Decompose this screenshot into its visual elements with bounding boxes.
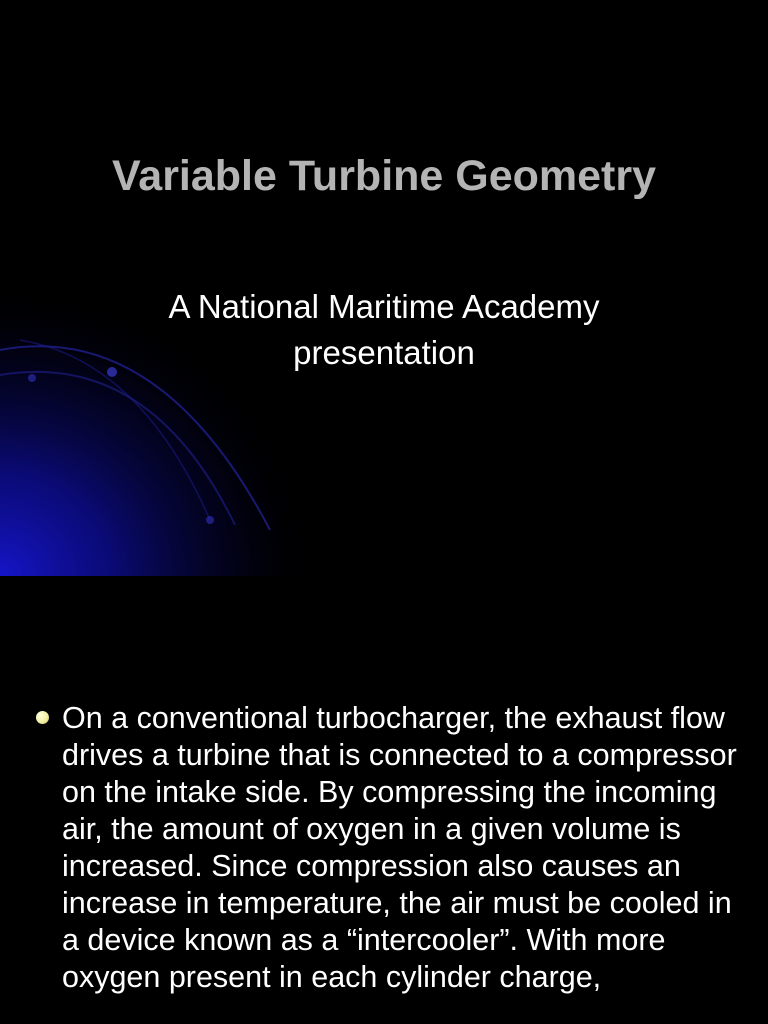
slide-title-text: Variable Turbine Geometry <box>111 152 657 200</box>
subtitle-line-2: presentation <box>293 334 475 371</box>
bullet-text: On a conventional turbocharger, the exhaust flow drives a turbine that is connected to a compressor on the intake side. By compressing the incoming air, the amount of oxygen in a given volume is increased. Since compression also causes an increase in temperature, the air must be cooled in a device known as a “intercooler”. With more oxygen present in each cylinder charge, <box>62 701 737 994</box>
bullet-list <box>30 700 748 996</box>
slide-subtitle <box>84 284 684 376</box>
bullet-item <box>30 700 748 996</box>
bullet-dot-icon <box>36 711 49 724</box>
subtitle-line-1: A National Maritime Academy <box>168 288 600 325</box>
slide-content <box>0 576 768 1024</box>
